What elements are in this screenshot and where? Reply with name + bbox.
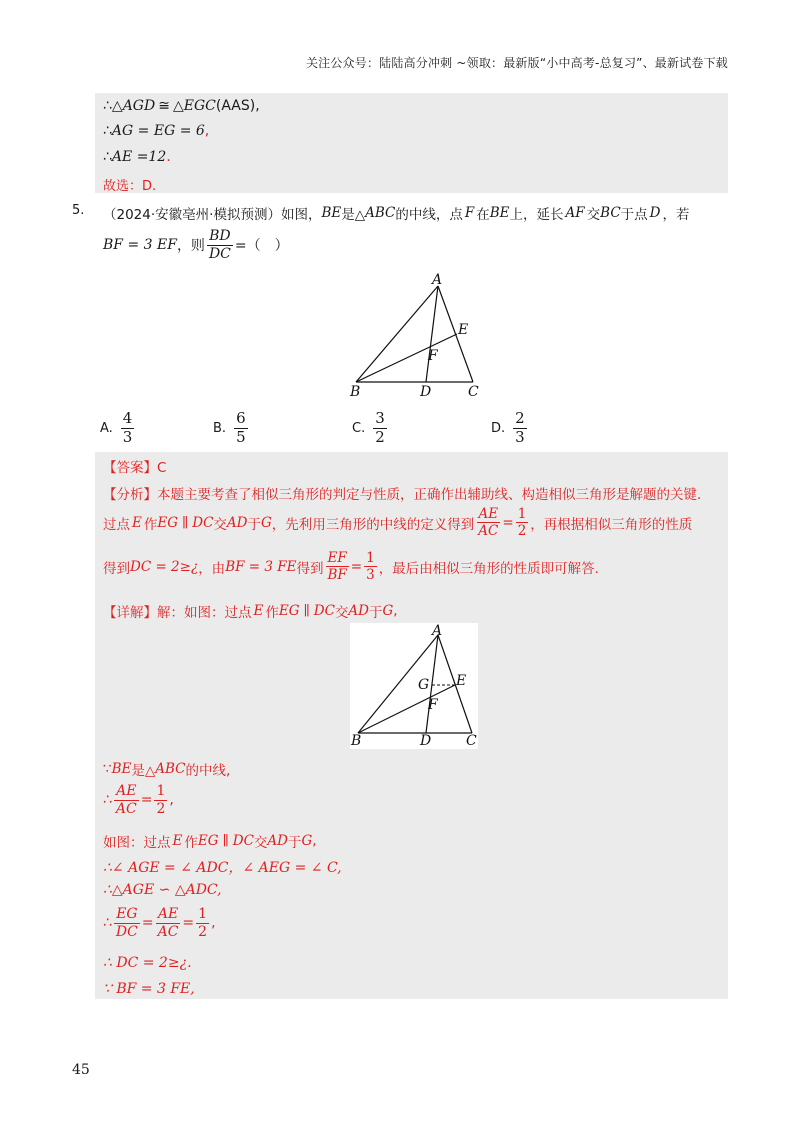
label-a: A [432, 272, 443, 288]
option-c[interactable]: C. $\frac{3}{2}$ [352, 409, 385, 446]
prev-line-congruent: ∴△ AGD ≅ △ EGC (AAS), [103, 98, 260, 114]
question-stem-line1: （2024·安徽亳州·模拟预测）如图， BE 是△ ABC 的中线，点 F 在 BE 上，延长 AF 交 BC 于点 D ，若 [103, 205, 690, 223]
step-be-median: ∵ BE 是△ ABC 的中线, [103, 761, 231, 779]
step-similar: ∴△AGE ∽ △ADC, [103, 882, 222, 898]
prev-line-ae: ∴ AE =12 . [103, 149, 171, 165]
option-a[interactable]: A. $\frac{4}{3}$ [100, 409, 133, 446]
option-d[interactable]: D. $\frac{2}{3}$ [491, 409, 525, 446]
segment-be [356, 334, 457, 382]
label-g: G [418, 677, 430, 693]
step-ratio-chain: ∴ $\frac{EG}{DC}$ = $\frac{AE}{AC}$ = $\frac{1}{2}$ , [103, 906, 216, 940]
step-ae-ac-ratio: ∴ $\frac{AE}{AC}$ = $\frac{1}{2}$ , [103, 783, 174, 817]
label-b: B [350, 384, 361, 400]
label-c: C [466, 733, 477, 749]
step-construction: 如图：过点 E 作 EG ∥ DC 交 AD 于 G , [103, 833, 317, 851]
label-a: A [432, 623, 443, 639]
step-dc: ∴ DC = 2≥¿. [103, 955, 192, 971]
label-e: E [458, 322, 469, 338]
page-header: 关注公众号：陆陆高分冲刺 ~领取：最新版“小中高考-总复习”、最新试卷下载 [305, 56, 728, 70]
page-number: 45 [72, 1062, 90, 1078]
step-bf-fe: ∵ BF = 3 FE, [103, 981, 195, 997]
question-number: 5. [72, 203, 85, 218]
label-f: F [428, 697, 438, 713]
analysis-line2: 过点 E 作 EG ∥ DC 交 AD 于 G ，先利用三角形的中线的定义得到 $\frac{AE}{AC}$ = $\frac{1}{2}$ ，再根据相似三角形的性质 [103, 506, 693, 540]
analysis-line3: 得到 DC = 2≥¿ ，由 BF = 3 FE 得到 $\frac{EF}{BF}$ = $\frac{1}{3}$ ，最后由相似三角形的性质即可解答． [103, 550, 609, 584]
step-angles: ∴∠ AGE = ∠ ADC，∠ AEG = ∠ C, [103, 860, 342, 876]
label-d: D [420, 733, 432, 749]
segment-be [358, 685, 455, 733]
label-d: D [420, 384, 432, 400]
label-f: F [428, 348, 438, 364]
prev-line-ag-eg: ∴ AG = EG = 6 , [103, 123, 210, 139]
option-b[interactable]: B. $\frac{6}{5}$ [213, 409, 246, 446]
triangle-figure-with-g [350, 623, 478, 749]
detail-line1: 【详解】解：如图：过点 E 作 EG ∥ DC 交 AD 于 G , [103, 603, 398, 621]
triangle-figure [340, 270, 490, 400]
fraction-bd-dc: $\frac{BD}{DC}$ [208, 228, 231, 262]
label-b: B [351, 733, 362, 749]
prev-line-choice: 故选：D. [103, 179, 157, 194]
analysis-line1: 【分析】本题主要考查了相似三角形的判定与性质，正确作出辅助线、构造相似三角形是解题的关键． [103, 487, 711, 503]
question-stem-line2: BF = 3 EF ，则 $\frac{BD}{DC}$ =（ ） [103, 228, 289, 262]
segment-ab [356, 286, 438, 382]
segment-ac [438, 635, 472, 733]
segment-ad [426, 286, 438, 382]
label-c: C [468, 384, 479, 400]
label-e: E [456, 673, 467, 689]
answer-line: 【答案】C [103, 460, 167, 476]
